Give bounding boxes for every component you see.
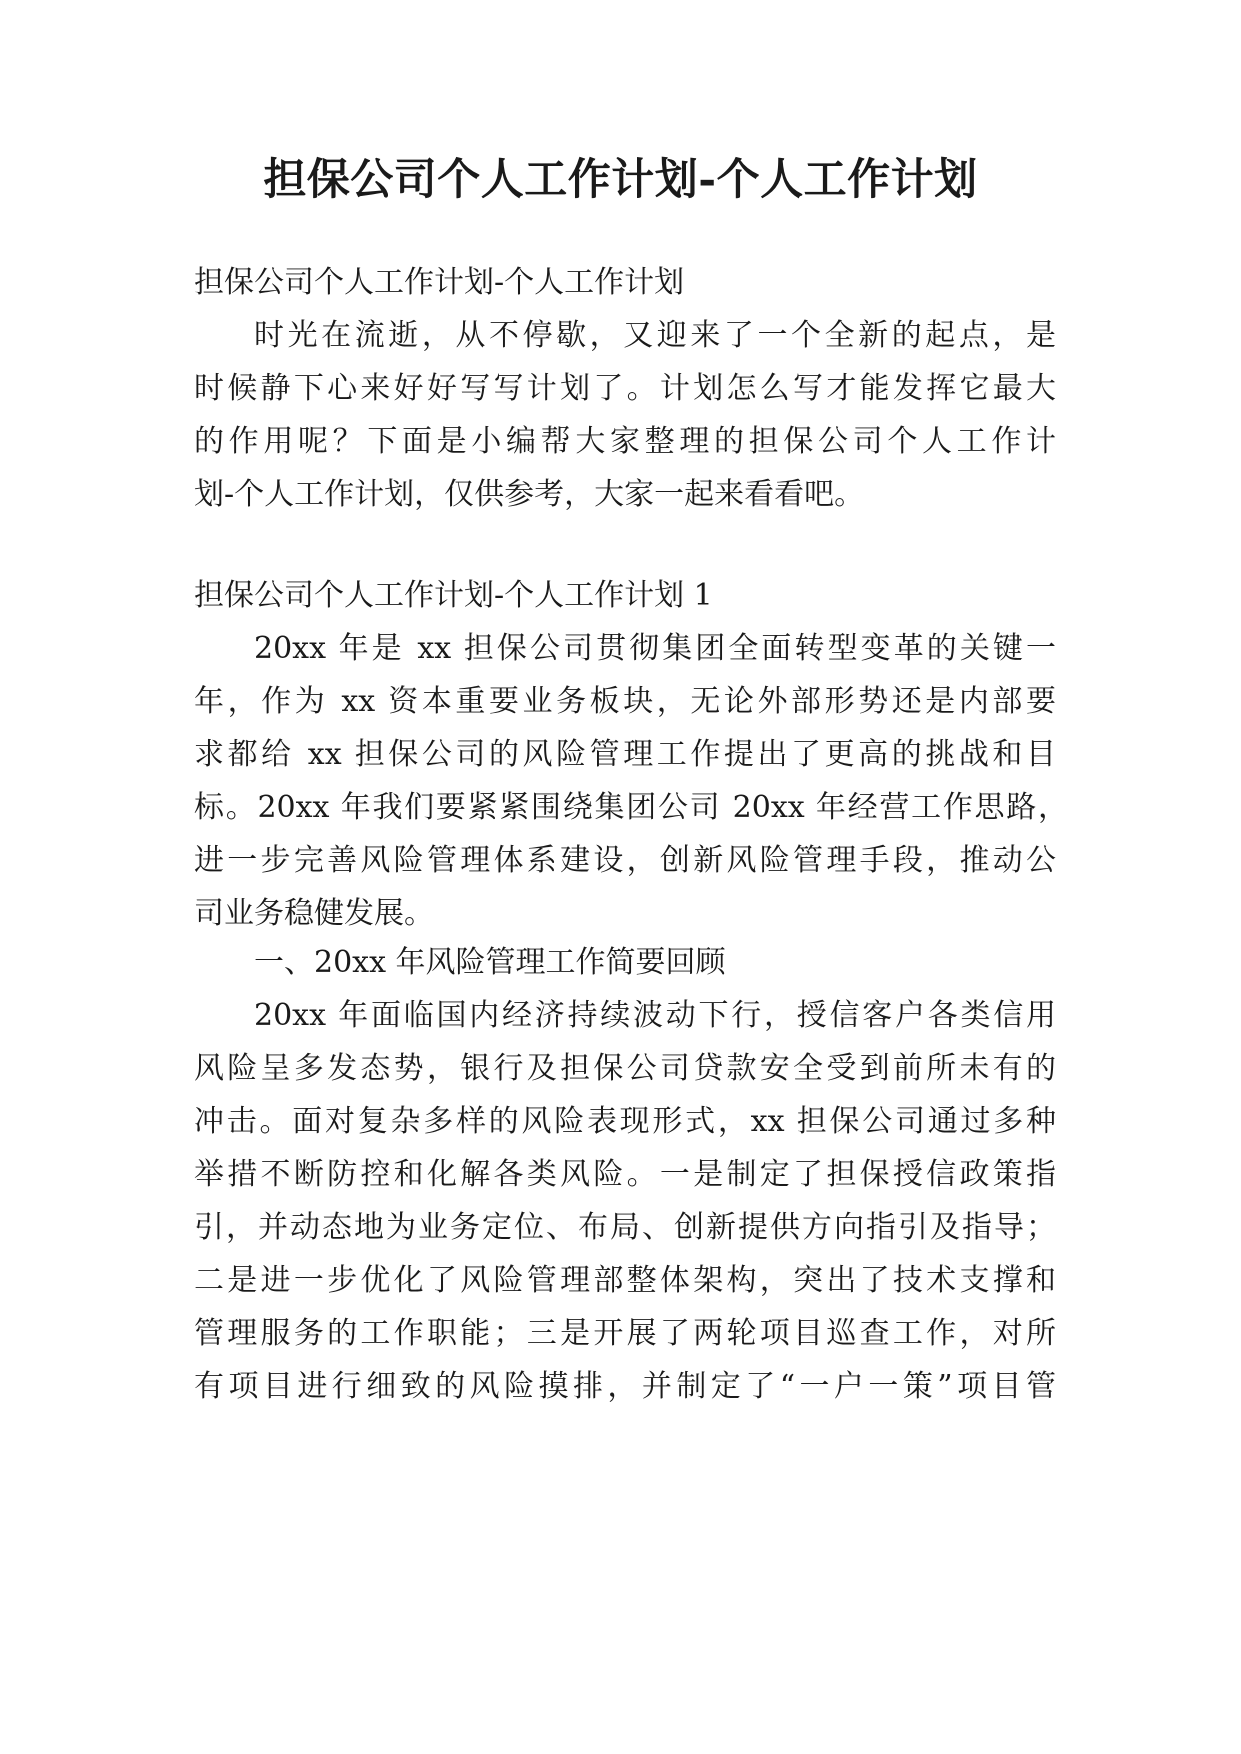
paragraph-line: 年，作为 xx 资本重要业务板块，无论外部形势还是内部要 (194, 684, 1056, 719)
paragraph-line: 司业务稳健发展。 (194, 896, 434, 931)
paragraph-line: 时候静下心来好好写写计划了。计划怎么写才能发挥它最大 (194, 371, 1056, 406)
paragraph-line: 划-个人工作计划，仅供参考，大家一起来看看吧。 (194, 477, 865, 512)
paragraph-line: 引，并动态地为业务定位、布局、创新提供方向指引及指导； (194, 1210, 1056, 1245)
paragraph-line: 时光在流逝，从不停歇，又迎来了一个全新的起点，是 (254, 318, 1056, 353)
paragraph-line: 进一步完善风险管理体系建设，创新风险管理手段，推动公 (194, 843, 1056, 878)
paragraph-line: 举措不断防控和化解各类风险。一是制定了担保授信政策指 (194, 1157, 1056, 1192)
document-title: 担保公司个人工作计划-个人工作计划 (263, 155, 978, 205)
paragraph-line: 冲击。面对复杂多样的风险表现形式，xx 担保公司通过多种 (194, 1104, 1056, 1139)
paragraph-line: 的作用呢？下面是小编帮大家整理的担保公司个人工作计 (194, 424, 1056, 459)
paragraph-line: 二是进一步优化了风险管理部整体架构，突出了技术支撑和 (194, 1263, 1056, 1298)
section-heading: 担保公司个人工作计划-个人工作计划 1 (194, 578, 713, 613)
paragraph-line: 求都给 xx 担保公司的风险管理工作提出了更高的挑战和目 (194, 737, 1056, 772)
subtitle-line: 担保公司个人工作计划-个人工作计划 (194, 265, 685, 300)
paragraph-line: 管理服务的工作职能；三是开展了两轮项目巡查工作，对所 (194, 1316, 1056, 1351)
paragraph-line: 20xx 年面临国内经济持续波动下行，授信客户各类信用 (254, 998, 1056, 1033)
paragraph-line: 有项目进行细致的风险摸排，并制定了“一户一策”项目管 (194, 1369, 1056, 1404)
paragraph-line: 风险呈多发态势，银行及担保公司贷款安全受到前所未有的 (194, 1051, 1056, 1086)
paragraph-line: 标。20xx 年我们要紧紧围绕集团公司 20xx 年经营工作思路， (194, 790, 1068, 825)
paragraph-line: 20xx 年是 xx 担保公司贯彻集团全面转型变革的关键一 (254, 631, 1056, 666)
subsection-heading: 一、20xx 年风险管理工作简要回顾 (254, 945, 726, 980)
